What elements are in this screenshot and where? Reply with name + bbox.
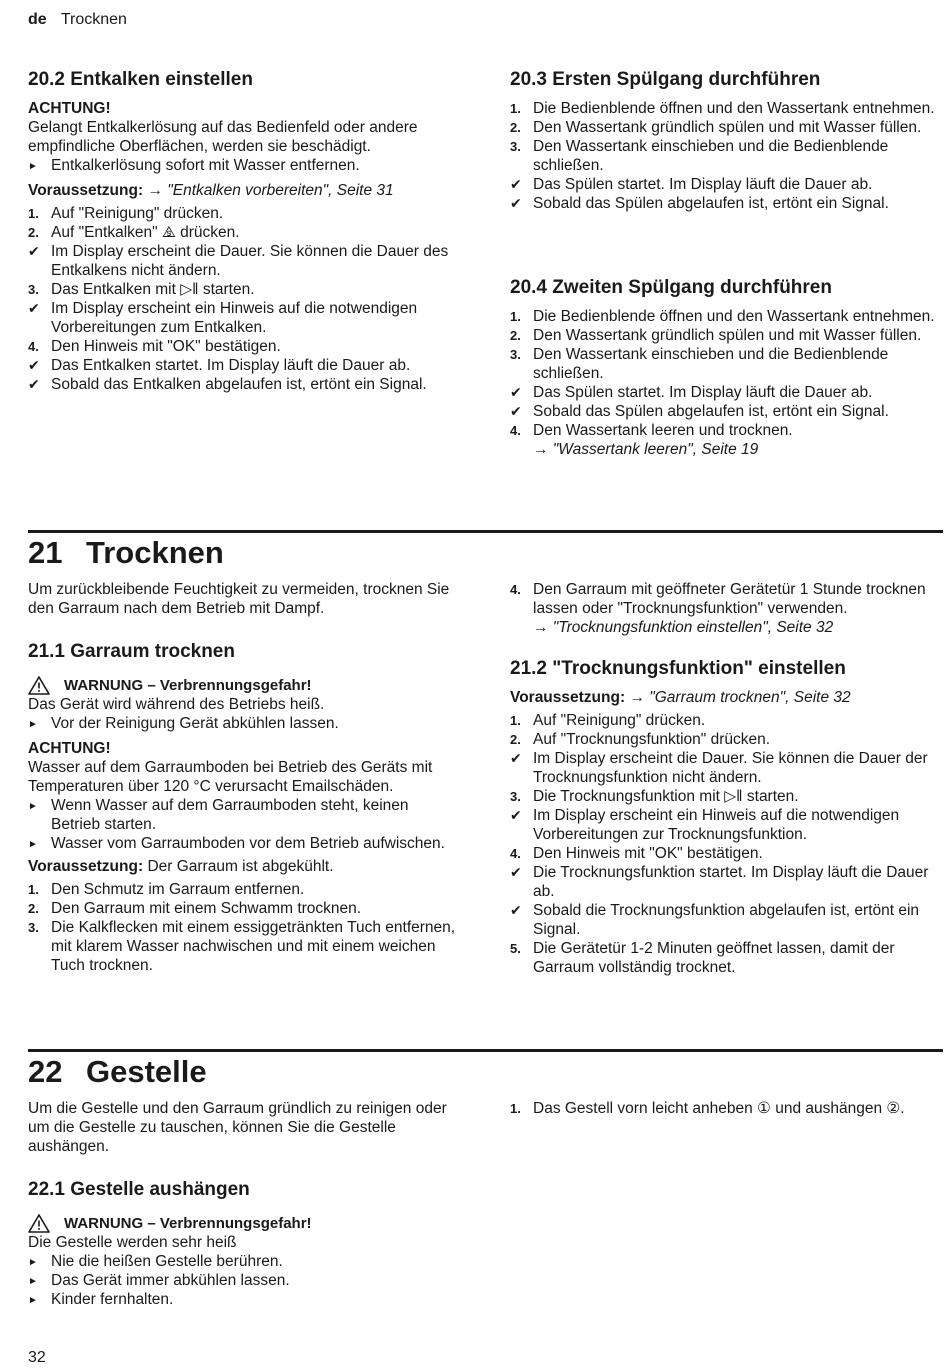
language-code: de bbox=[28, 11, 47, 28]
step-number: 4. bbox=[510, 423, 521, 438]
step-text: Den Garraum mit einem Schwamm trocknen. bbox=[51, 900, 362, 917]
bullet-item bbox=[28, 796, 460, 834]
checkmark-icon: ✔ bbox=[510, 195, 522, 211]
step-item bbox=[510, 580, 942, 618]
step-item bbox=[28, 918, 460, 975]
step-number: 3. bbox=[28, 920, 39, 935]
achtung-text: Gelangt Entkalkerlösung auf das Bedienfeld oder andere empfindliche Oberflächen, werden sie beschädigt. bbox=[28, 119, 418, 155]
page-number: 32 bbox=[28, 1349, 46, 1366]
step-text: Die Bedienblende öffnen und den Wassertank entnehmen. bbox=[533, 308, 935, 325]
section-20-3 bbox=[510, 68, 942, 213]
heading-21-2: 21.2 "Trocknungsfunktion" einstellen bbox=[510, 658, 846, 679]
step-number: 2. bbox=[28, 901, 39, 916]
checkmark-icon: ✔ bbox=[510, 807, 522, 823]
prerequisite-text: Der Garraum ist abgekühlt. bbox=[147, 858, 334, 875]
step-item bbox=[510, 730, 942, 749]
step-number: 2. bbox=[510, 120, 521, 135]
step-item bbox=[510, 118, 942, 137]
steps-21-2 bbox=[510, 711, 942, 977]
step-item bbox=[510, 787, 942, 806]
reference-text[interactable]: → "Wassertank leeren", Seite 19 bbox=[533, 441, 759, 458]
cross-reference[interactable] bbox=[510, 440, 942, 459]
prerequisite-label: Voraussetzung: bbox=[510, 689, 626, 706]
step-item bbox=[28, 280, 460, 299]
step-number: 1. bbox=[510, 1101, 521, 1116]
chapter-rule bbox=[28, 530, 943, 533]
bullet-item bbox=[28, 1271, 460, 1290]
section-22-right bbox=[510, 1099, 942, 1118]
chapter-21-intro: Um zurückbleibende Feuchtigkeit zu vermeiden, trocknen Sie den Garraum nach dem Betrieb mit Dampf. bbox=[28, 581, 450, 617]
step-text: Den Wassertank gründlich spülen und mit Wasser füllen. bbox=[533, 327, 922, 344]
steps-20-2 bbox=[28, 204, 460, 394]
result-item bbox=[510, 901, 942, 939]
warning-triangle-icon bbox=[28, 1214, 50, 1233]
heading-22-1: 22.1 Gestelle aushängen bbox=[28, 1179, 250, 1200]
result-item bbox=[28, 242, 460, 280]
section-21-left bbox=[28, 580, 460, 975]
step-number: 2. bbox=[28, 225, 39, 240]
warning-triangle-icon bbox=[28, 676, 50, 695]
step-item bbox=[28, 223, 460, 242]
step-number: 5. bbox=[510, 941, 521, 956]
checkmark-icon: ✔ bbox=[510, 176, 522, 192]
step-number: 1. bbox=[510, 713, 521, 728]
steps-20-4 bbox=[510, 307, 942, 440]
step-item bbox=[510, 326, 942, 345]
warning-label: WARNUNG – Verbrennungsgefahr! bbox=[64, 677, 312, 694]
section-22-left bbox=[28, 1099, 460, 1309]
warning-label: WARNUNG – Verbrennungsgefahr! bbox=[64, 1215, 312, 1232]
step-text: Sobald das Spülen abgelaufen ist, ertönt ein Signal. bbox=[533, 403, 889, 420]
result-item bbox=[510, 749, 942, 787]
step-item bbox=[510, 1099, 942, 1118]
step-number: 1. bbox=[510, 309, 521, 324]
steps-21-1 bbox=[28, 880, 460, 975]
step-text: Auf "Reinigung" drücken. bbox=[533, 712, 706, 729]
step-number: 4. bbox=[510, 846, 521, 861]
step-text: Auf "Trocknungsfunktion" drücken. bbox=[533, 731, 771, 748]
chapter-rule bbox=[28, 1049, 943, 1052]
steps-20-3 bbox=[510, 99, 942, 213]
step-number: 3. bbox=[510, 789, 521, 804]
step-text: Den Hinweis mit "OK" bestätigen. bbox=[533, 845, 763, 862]
checkmark-icon: ✔ bbox=[510, 384, 522, 400]
step-item bbox=[28, 880, 460, 899]
step-item bbox=[28, 204, 460, 223]
heading-20-4: 20.4 Zweiten Spülgang durchführen bbox=[510, 277, 832, 298]
bullet-item bbox=[28, 714, 460, 733]
page-header bbox=[28, 10, 127, 29]
chapter-22-title bbox=[28, 1053, 207, 1091]
step-item bbox=[28, 899, 460, 918]
checkmark-icon: ✔ bbox=[28, 243, 40, 259]
result-item bbox=[510, 806, 942, 844]
section-21-right bbox=[510, 580, 942, 977]
result-item bbox=[510, 402, 942, 421]
step-text: Im Display erscheint die Dauer. Sie können die Dauer der Trocknungsfunktion nicht ändern. bbox=[533, 750, 928, 786]
prerequisite-link[interactable]: → "Garraum trocknen", Seite 32 bbox=[629, 689, 851, 706]
step-text: Die Trocknungsfunktion mit ▷‖ starten. bbox=[533, 788, 799, 805]
chapter-title: Gestelle bbox=[86, 1054, 207, 1089]
step-number: 1. bbox=[28, 882, 39, 897]
warning-heading bbox=[28, 1214, 460, 1233]
step-number: 3. bbox=[510, 347, 521, 362]
bullet-icon: ► bbox=[28, 161, 38, 172]
section-20-2 bbox=[28, 68, 460, 394]
step-text: Den Garraum mit geöffneter Gerätetür 1 Stunde trocknen lassen oder "Trocknungsfunktion" verwenden. bbox=[533, 581, 926, 617]
cross-reference[interactable] bbox=[510, 618, 942, 637]
warning-heading bbox=[28, 676, 460, 695]
bullet-icon: ► bbox=[28, 1257, 38, 1268]
bullet-text: Entkalkerlösung sofort mit Wasser entfernen. bbox=[51, 157, 360, 174]
step-text: Die Bedienblende öffnen und den Wassertank entnehmen. bbox=[533, 100, 935, 117]
step-item bbox=[28, 337, 460, 356]
step-text: Auf "Reinigung" drücken. bbox=[51, 205, 224, 222]
bullet-item bbox=[28, 834, 460, 853]
result-item bbox=[28, 356, 460, 375]
step-number: 1. bbox=[510, 101, 521, 116]
chapter-21-title bbox=[28, 534, 224, 572]
step-text: Im Display erscheint ein Hinweis auf die notwendigen Vorbereitungen zum Entkalken. bbox=[51, 300, 418, 336]
bullet-text: Nie die heißen Gestelle berühren. bbox=[51, 1253, 283, 1270]
step-text: Das Entkalken startet. Im Display läuft die Dauer ab. bbox=[51, 357, 411, 374]
step-number: 4. bbox=[28, 339, 39, 354]
step-text: Das Entkalken mit ▷‖ starten. bbox=[51, 281, 255, 298]
step-text: Die Trocknungsfunktion startet. Im Display läuft die Dauer ab. bbox=[533, 864, 929, 900]
checkmark-icon: ✔ bbox=[28, 357, 40, 373]
step-text: Den Wassertank gründlich spülen und mit Wasser füllen. bbox=[533, 119, 922, 136]
step-item bbox=[510, 939, 942, 977]
step-text: Die Kalkflecken mit einem essiggetränkten Tuch entfernen, mit klarem Wasser nachwischen und mit einem weichen Tuch trocknen. bbox=[51, 919, 456, 974]
result-item bbox=[510, 383, 942, 402]
warning-text: Die Gestelle werden sehr heiß bbox=[28, 1234, 237, 1251]
prerequisite-link[interactable]: → "Entkalken vorbereiten", Seite 31 bbox=[147, 182, 394, 199]
bullet-icon: ► bbox=[28, 801, 38, 812]
step-item bbox=[510, 307, 942, 326]
step-number: 1. bbox=[28, 206, 39, 221]
bullet-text: Wasser vom Garraumboden vor dem Betrieb aufwischen. bbox=[51, 835, 445, 852]
step-text: Im Display erscheint ein Hinweis auf die notwendigen Vorbereitungen zur Trocknungsfunktion. bbox=[533, 807, 900, 843]
heading-21-1: 21.1 Garraum trocknen bbox=[28, 641, 235, 662]
result-item bbox=[510, 863, 942, 901]
step-text: Das Spülen startet. Im Display läuft die Dauer ab. bbox=[533, 176, 873, 193]
step-text: Im Display erscheint die Dauer. Sie können die Dauer des Entkalkens nicht ändern. bbox=[51, 243, 449, 279]
step-text: Das Spülen startet. Im Display läuft die Dauer ab. bbox=[533, 384, 873, 401]
step-text: Den Wassertank einschieben und die Bedienblende schließen. bbox=[533, 346, 889, 382]
chapter-number: 22 bbox=[28, 1054, 63, 1089]
step-number: 3. bbox=[510, 139, 521, 154]
checkmark-icon: ✔ bbox=[510, 864, 522, 880]
step-number: 4. bbox=[510, 582, 521, 597]
bullet-item bbox=[28, 156, 460, 175]
step-item bbox=[510, 345, 942, 383]
bullet-icon: ► bbox=[28, 1276, 38, 1287]
bullet-text: Vor der Reinigung Gerät abkühlen lassen. bbox=[51, 715, 339, 732]
step-text: Sobald das Entkalken abgelaufen ist, ertönt ein Signal. bbox=[51, 376, 427, 393]
step-item bbox=[510, 844, 942, 863]
checkmark-icon: ✔ bbox=[510, 902, 522, 918]
result-item bbox=[28, 299, 460, 337]
header-section: Trocknen bbox=[60, 11, 127, 28]
step-text: Den Schmutz im Garraum entfernen. bbox=[51, 881, 305, 898]
step-text: Das Gestell vorn leicht anheben ① und aushängen ②. bbox=[533, 1100, 905, 1117]
step-number: 2. bbox=[510, 732, 521, 747]
section-20-4 bbox=[510, 276, 942, 459]
step-text: Den Wassertank leeren und trocknen. bbox=[533, 422, 793, 439]
checkmark-icon: ✔ bbox=[28, 376, 40, 392]
warning-text: Das Gerät wird während des Betriebs heiß. bbox=[28, 696, 325, 713]
bullet-text: Kinder fernhalten. bbox=[51, 1291, 174, 1308]
chapter-title: Trocknen bbox=[86, 535, 224, 570]
achtung-label: ACHTUNG! bbox=[28, 100, 111, 117]
step-text: Den Hinweis mit "OK" bestätigen. bbox=[51, 338, 281, 355]
prerequisite-label: Voraussetzung: bbox=[28, 858, 144, 875]
checkmark-icon: ✔ bbox=[28, 300, 40, 316]
bullet-icon: ► bbox=[28, 1295, 38, 1306]
checkmark-icon: ✔ bbox=[510, 403, 522, 419]
result-item bbox=[28, 375, 460, 394]
achtung-label: ACHTUNG! bbox=[28, 740, 111, 757]
step-number: 2. bbox=[510, 328, 521, 343]
step-item bbox=[510, 99, 942, 118]
step-item bbox=[510, 421, 942, 440]
result-item bbox=[510, 194, 942, 213]
bullet-item bbox=[28, 1252, 460, 1271]
heading-20-2: 20.2 Entkalken einstellen bbox=[28, 69, 253, 90]
step-item bbox=[510, 137, 942, 175]
step-text: Die Gerätetür 1-2 Minuten geöffnet lassen, damit der Garraum vollständig trocknet. bbox=[533, 940, 895, 976]
reference-text[interactable]: → "Trocknungsfunktion einstellen", Seite 32 bbox=[533, 619, 834, 636]
checkmark-icon: ✔ bbox=[510, 750, 522, 766]
step-text: Den Wassertank einschieben und die Bedienblende schließen. bbox=[533, 138, 889, 174]
prerequisite-label: Voraussetzung: bbox=[28, 182, 144, 199]
step-text: Sobald das Spülen abgelaufen ist, ertönt ein Signal. bbox=[533, 195, 889, 212]
step-text: Sobald die Trocknungsfunktion abgelaufen ist, ertönt ein Signal. bbox=[533, 902, 920, 938]
step-item bbox=[510, 711, 942, 730]
heading-20-3: 20.3 Ersten Spülgang durchführen bbox=[510, 69, 821, 90]
achtung-text: Wasser auf dem Garraumboden bei Betrieb des Geräts mit Temperaturen über 120 °C verursacht Emailschäden. bbox=[28, 759, 433, 795]
result-item bbox=[510, 175, 942, 194]
chapter-22-intro: Um die Gestelle und den Garraum gründlich zu reinigen oder um die Gestelle zu tauschen, können Sie die Gestelle aushängen. bbox=[28, 1100, 447, 1155]
bullet-icon: ► bbox=[28, 719, 38, 730]
bullet-text: Wenn Wasser auf dem Garraumboden steht, keinen Betrieb starten. bbox=[51, 797, 409, 833]
bullet-icon: ► bbox=[28, 839, 38, 850]
bullet-text: Das Gerät immer abkühlen lassen. bbox=[51, 1272, 290, 1289]
bullet-item bbox=[28, 1290, 460, 1309]
chapter-number: 21 bbox=[28, 535, 63, 570]
step-number: 3. bbox=[28, 282, 39, 297]
step-text: Auf "Entkalken" ⧌ drücken. bbox=[51, 224, 240, 241]
